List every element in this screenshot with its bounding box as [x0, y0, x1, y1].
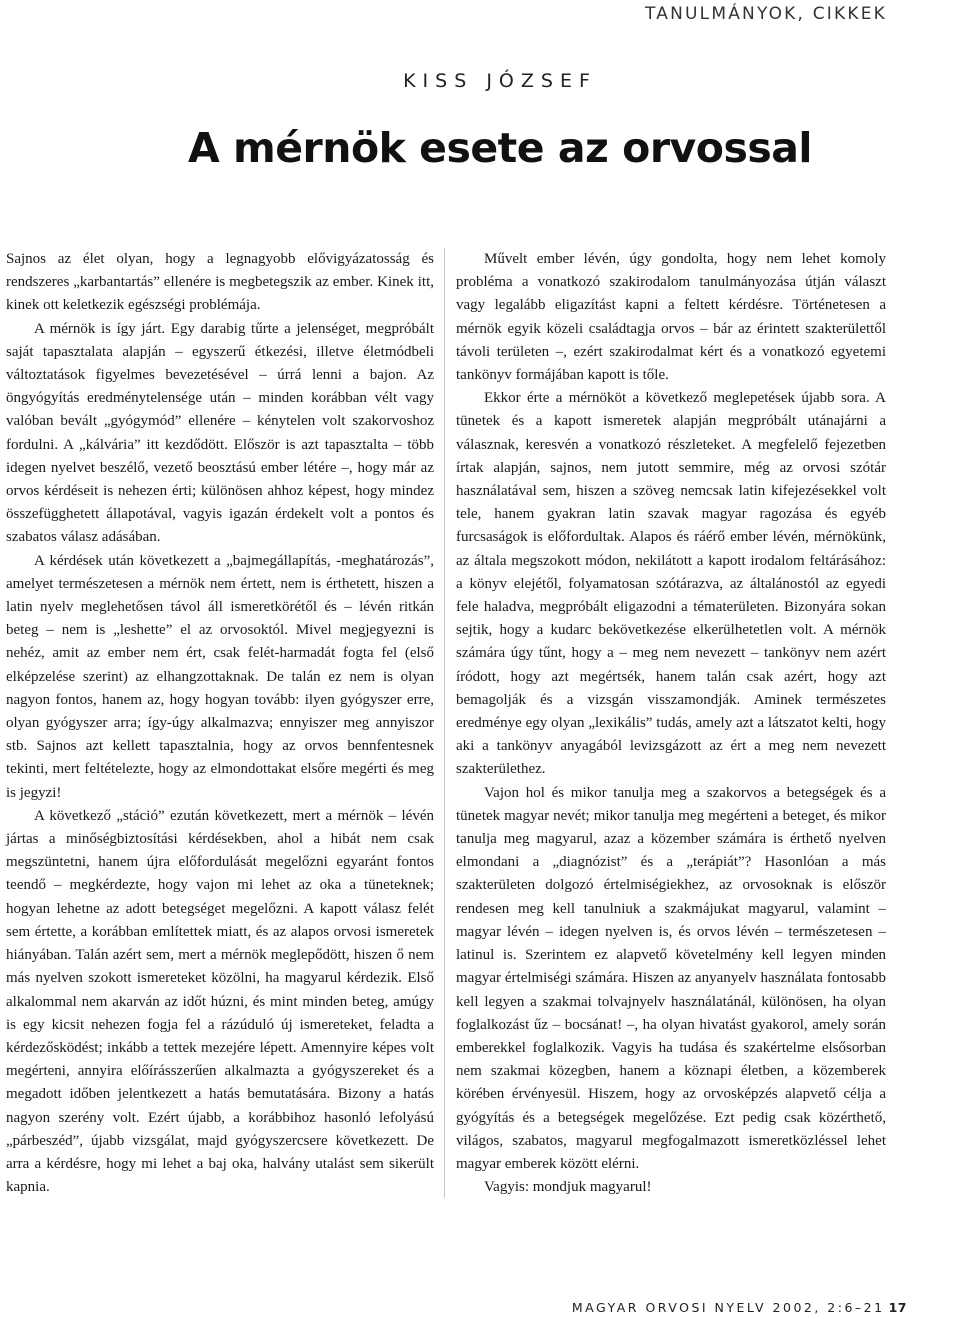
article-right-column: [456, 248, 886, 1199]
paragraph: A mérnök is így járt. Egy darabig tűrte a jelenséget, megpróbált saját tapasztalata alapján – egyszerű étkezési, illetve életmódbeli változtatások figyelmes bevezetésével – úrrá lenni a bajon. Az öngyógyítás eredménytelensége után – minden korábban vélt vagy valóban bevált „gyógymód” ellenére – kénytelen volt szakorvoshoz fordulni. A „kálvária” itt kezdődött. Először is azt tapasztalta – több idegen nyelvet beszélő, vezető beosztású ember létére –, hogy már az orvos kérdéseit is nehezen érti; különösen ahhoz képest, hogy mindez összefügghetett állapotával, vagyis igazán érdekelt volt a pontos és szabatos válasz adásában.: [6, 320, 434, 546]
author-name: KISS JÓZSEF: [403, 70, 597, 92]
page-number: 17: [888, 1300, 907, 1315]
column-divider: [444, 248, 445, 1198]
section-label: TANULMÁNYOK, CIKKEK: [645, 4, 887, 24]
journal-citation: MAGYAR ORVOSI NYELV 2002, 2:6–21: [571, 1300, 885, 1315]
page-footer: [572, 1300, 907, 1315]
paragraph: A kérdések után következett a „bajmegállapítás, -meghatározás”, amelyet természetesen a mérnök nem értett, nem is érthetett, hiszen a latin nyelv meglehetősen távol áll ismeretkörétől és – lévén ritkán beteg – nem is „leshette” el az orvosoktól. Mivel megjegyezni is nehéz, amit az ember nem ért, csak felét-harmadát fogta fel (első elképzelése szerint) az elhangzottaknak. De talán ez nem is olyan nagyon fontos, hanem az, hogy hogyan tovább: ilyen gyógyszer erre, olyan gyógyszer arra; így-úgy alkalmazva; ennyiszer meg annyiszor stb. Sajnos azt kellett tapasztalnia, hogy az orvos bennfentesnek tekinti, mert feltételezte, hogy az elmondottakat elsőre megérti és meg is jegyzi!: [6, 552, 434, 801]
paragraph: Vagyis: mondjuk magyarul!: [484, 1179, 652, 1196]
paragraph: Vajon hol és mikor tanulja meg a szakorvos a betegségek és a tünetek magyar nevét; mikor tanulja meg megérteni a beteget, és mikor tanulja meg magyarul, azaz a közember számára is érthető nyelven elmondani a „diagnózist” és a „terápiát”? Hasonlóan a más szakterületen dolgozó értelmiségiekhez, az orvosoknak is először rendesen meg kell tanulniuk a szakmájukat magyarul, valamint – magyar lévén – idegen nyelven is, és orvos lévén – természetesen – latinul is. Szerintem ez alapvető követelmény kell legyen minden magyar értelmiségi számára. Hiszen az anyanyelv használata fontosabb kell legyen a szakmai tolvajnyelv használatánál, különösen, ha olyan foglalkozást űz – bocsánat! –, ha olyan hivatást gyakorol, amely során emberekkel foglalkozik. Vagyis ha tudása és szakértelme elsősorban nem szakmai közegben, hanem a köznapi életben, a közemberek körében érvényesül. Hiszem, hogy az orvosképzés alapvető célja a gyógyítás és a betegségek megelőzése. Ezt pedig csak közérthető, világos, szabatos, magyarul megfogalmazott ismeretközléssel lehet magyar emberek között elérni.: [456, 784, 886, 1172]
article-title: A mérnök esete az orvossal: [188, 124, 812, 172]
article-left-column: [6, 248, 434, 1199]
paragraph: A következő „stáció” ezután következett, mert a mérnök – lévén jártas a minőségbiztosítási kérdésekben, ahol a hibát nem csak megszüntetni, hanem újra előfordulását megelőzni egyaránt fontos teendő – megkérdezte, hogy vajon mi lehet az oka a tüneteknek; hogyan lehetne az adott betegséget megelőzni. A kapott válasz felét sem értette, a korábban említettek miatt, és az alapos orvosi ismeretek hiányában. Talán azért sem, mert a mérnök meglepődött, hiszen ő nem más nyelven szokott ismereteket közölni, ha magyarul kérdezik. Első alkalommal nem akarván az időt húzni, és mint minden beteg, amúgy is egy kicsit nehezen fogja fel a rázúduló új ismereteket, feladta a kérdezősködést; inkább a tettek mezejére lépett. Amennyire képes volt megérteni, annyira előírásszerűen alkalmazta a gyógyszereket és a megadott időben jelentkezett a hatás bemutatására. Bizony a hatás nagyon szerény volt. Ezért újabb, a korábbihoz hasonló lefolyású „párbeszéd”, újabb vizsgálat, majd gyógyszercsere következett. De arra a kérdésre, hogy mi lehet a baj oka, halvány utalást sem sikerült kapnia.: [6, 807, 434, 1196]
paragraph: Művelt ember lévén, úgy gondolta, hogy nem lehet komoly probléma a vonatkozó szakirodalom tanulmányozása útján választ vagy legalább eligazítást kapni a feltett kérdésre. Történetesen a mérnök egyik közeli családtagja orvos – bár az érintett szakterülettől távoli területen –, ezért szakirodalmat kért és a vonatkozó egyetemi tankönyv formájában kapott is tőle.: [456, 251, 886, 384]
paragraph: Sajnos az élet olyan, hogy a legnagyobb elővigyázatosság és rendszeres „karbantartás” ellenére is megbetegszik az ember. Kinek itt, kinek ott keletkezik egészségi problémája.: [6, 251, 434, 314]
paragraph: Ekkor érte a mérnököt a következő meglepetések újabb sora. A tünetek és a kapott ismeretek alapján megpróbált utánajárni a válasznak, keresvén a vonatkozó részleteket. A megfelelő fejezetben írtak alapján, sajnos, nem jutott semmire, még az orvosi szótár használatával sem, hiszen a szöveg nemcsak latin kifejezésekkel volt tele, hanem gyakran latin szavak magyar ragozása és egyéb furcsaságok is előfordultak. Alapos és ráérő ember lévén, mérnökünk, az általa megszokott módon, nekilátott a kapott irodalom feltárásához: a könyv elejétől, folyamatosan szótárazva, az általánostól az egyedi fele haladva, megpróbált eligazodni a tématerületen. Bizonyára sokan sejtik, hogy a kudarc bekövetkezése elkerülhetetlen volt. A mérnök számára úgy tűnt, hogy a – meg nem nevezett – tankönyv nem azért íródott, hogy azt megértsék, hanem talán csak azért, hogy azt bemagolják és a vizsgán visszamondják. Aminek természetes eredménye egy olyan „lexikális” tudás, amely azt a látszatot kelti, hogy aki a tankönyv anyagából levizsgázott az ért a meg nem nevezett szakterülethez.: [456, 390, 886, 778]
